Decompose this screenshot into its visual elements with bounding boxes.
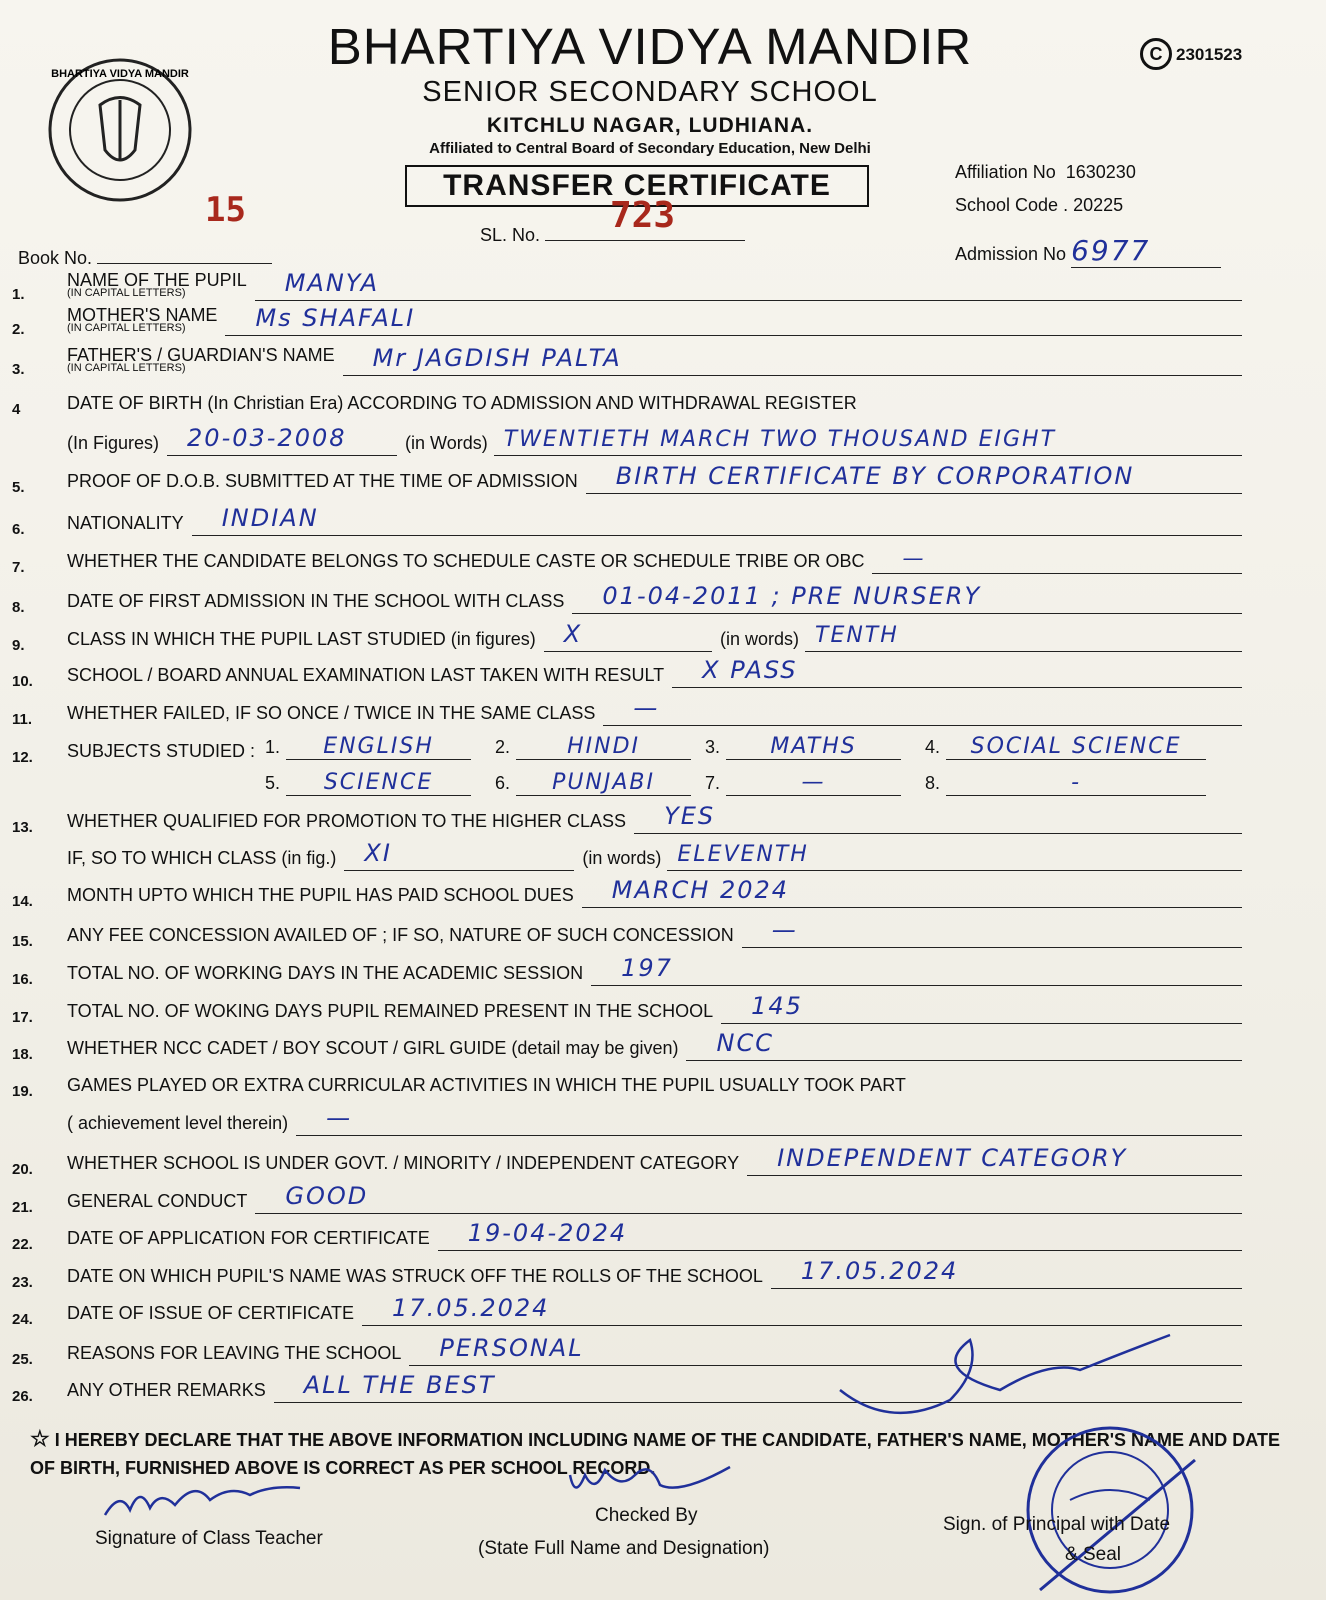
- field-number: 14.: [12, 893, 33, 910]
- subject-item: [925, 734, 1206, 760]
- field-label: NATIONALITY: [67, 513, 184, 533]
- field-number: 25.: [12, 1351, 33, 1368]
- field-label: MONTH UPTO WHICH THE PUPIL HAS PAID SCHOOL DUES: [67, 885, 574, 905]
- field-line: [192, 505, 1242, 536]
- field-label: DATE OF BIRTH (In Christian Era) ACCORDING TO ADMISSION AND WITHDRAWAL REGISTER: [67, 393, 857, 413]
- school-stamp: [1020, 1420, 1200, 1600]
- field-number: 6.: [12, 521, 25, 538]
- checked-by-label: Checked By: [595, 1505, 698, 1526]
- subject-value: SOCIAL SCIENCE: [946, 734, 1206, 760]
- field-label-2: (in Words): [405, 433, 488, 453]
- form-row: [12, 340, 1272, 380]
- field-number: 3.: [12, 361, 25, 378]
- field-value: 20-03-2008: [187, 424, 347, 452]
- subject-number: 5.: [265, 773, 281, 793]
- field-value: YES: [664, 802, 716, 830]
- form-row: [12, 1062, 1272, 1102]
- school-header: [250, 18, 1050, 158]
- field-value: ALL THE BEST: [303, 1371, 496, 1399]
- subject-value: -: [946, 770, 1206, 796]
- copyright-number: C 2301523: [1140, 38, 1242, 70]
- form-row: [12, 1025, 1272, 1065]
- field-line: [296, 1105, 1242, 1136]
- field-label: DATE OF FIRST ADMISSION IN THE SCHOOL WITH CLASS: [67, 591, 565, 611]
- affiliation-text: Affiliated to Central Board of Secondary Education, New Delhi: [429, 140, 871, 157]
- field-label-2: (in words): [720, 629, 800, 649]
- subject-number: 6.: [495, 773, 511, 793]
- subject-number: 8.: [925, 773, 941, 793]
- book-no: Book No.: [18, 248, 272, 269]
- form-row: [12, 1290, 1272, 1330]
- form-row: [12, 458, 1272, 498]
- field-label: WHETHER NCC CADET / BOY SCOUT / GIRL GUIDE (detail may be given): [67, 1038, 679, 1058]
- form-row: [12, 265, 1272, 305]
- subject-value: PUNJABI: [516, 770, 691, 796]
- document-title: TRANSFER CERTIFICATE: [405, 165, 869, 207]
- form-row: [12, 1100, 1272, 1140]
- admission-no: Admission No 6977: [955, 234, 1221, 268]
- field-number: 9.: [12, 637, 25, 654]
- field-label-2: (in words): [582, 848, 662, 868]
- form-row: [12, 380, 1272, 420]
- form-row: [12, 988, 1272, 1028]
- class-teacher-label: Signature of Class Teacher: [95, 1528, 323, 1549]
- subject-item: [705, 734, 901, 760]
- field-value: BIRTH CERTIFICATE BY CORPORATION: [615, 462, 1135, 490]
- field-number: 12.: [12, 749, 33, 766]
- field-number: 17.: [12, 1009, 33, 1026]
- field-label: FATHER'S / GUARDIAN'S NAME (IN CAPITAL LETTERS): [67, 345, 335, 374]
- field-label: GENERAL CONDUCT: [67, 1191, 248, 1211]
- field-label: CLASS IN WHICH THE PUPIL LAST STUDIED (in figures): [67, 629, 536, 649]
- field-label: DATE OF ISSUE OF CERTIFICATE: [67, 1303, 355, 1323]
- sl-no: SL. No.: [480, 225, 745, 246]
- field-line: [255, 270, 1242, 301]
- field-value: Mr JAGDISH PALTA: [372, 344, 622, 372]
- school-seal-logo: [40, 55, 200, 205]
- school-address: KITCHLU NAGAR, LUDHIANA.: [486, 114, 814, 137]
- field-label: ( achievement level therein): [67, 1113, 289, 1133]
- form-row: [12, 300, 1272, 340]
- field-number: 1.: [12, 286, 25, 303]
- subject-number: 4.: [925, 737, 941, 757]
- field-number: 26.: [12, 1388, 33, 1405]
- field-label: MOTHER'S NAME (IN CAPITAL LETTERS): [67, 305, 218, 334]
- declaration: ☆ I HEREBY DECLARE THAT THE ABOVE INFORMATION INCLUDING NAME OF THE CANDIDATE, FATHER'S NAME, MOTHER'S NAME AND DATE OF BIRTH, FURNISHED ABOVE IS CORRECT AS PER SCHOOL RECORD.: [30, 1426, 1280, 1478]
- form-row: [12, 652, 1272, 692]
- field-value: 19-04-2024: [467, 1219, 628, 1247]
- form-row: [12, 420, 1272, 460]
- school-name: BHARTIYA VIDYA MANDIR: [327, 18, 973, 75]
- field-label: ANY OTHER REMARKS: [67, 1380, 266, 1400]
- form-row: [12, 835, 1272, 875]
- field-number: 22.: [12, 1236, 33, 1253]
- field-label: ANY FEE CONCESSION AVAILED OF ; IF SO, NATURE OF SUCH CONCESSION: [67, 925, 734, 945]
- field-number: 10.: [12, 673, 33, 690]
- field-value: 01-04-2011 ; PRE NURSERY: [602, 582, 982, 610]
- form-row: [12, 872, 1272, 912]
- svg-text:BHARTIYA VIDYA MANDIR: BHARTIYA VIDYA MANDIR: [51, 68, 189, 80]
- form-row: [12, 1140, 1272, 1180]
- field-value: 197: [621, 954, 673, 982]
- field-value: INDEPENDENT CATEGORY: [777, 1144, 1128, 1172]
- field-number: 24.: [12, 1311, 33, 1328]
- field-label: WHETHER FAILED, IF SO ONCE / TWICE IN THE SAME CLASS: [67, 703, 596, 723]
- field-label: SCHOOL / BOARD ANNUAL EXAMINATION LAST TAKEN WITH RESULT: [67, 665, 665, 685]
- field-value: Ms SHAFALI: [255, 304, 416, 332]
- field-number: 19.: [12, 1083, 33, 1100]
- field-line: [742, 917, 1242, 948]
- subject-number: 2.: [495, 737, 511, 757]
- field-value: MARCH 2024: [611, 876, 790, 904]
- principal-label: Sign. of Principal with Date: [943, 1514, 1171, 1535]
- field-label: GAMES PLAYED OR EXTRA CURRICULAR ACTIVITIES IN WHICH THE PUPIL USUALLY TOOK PART: [67, 1075, 906, 1095]
- affiliation-no: Affiliation No 1630230: [955, 162, 1136, 182]
- subject-value: HINDI: [516, 734, 691, 760]
- form-row: [12, 690, 1272, 730]
- field-label: IF, SO TO WHICH CLASS (in fig.): [67, 848, 337, 868]
- field-label: REASONS FOR LEAVING THE SCHOOL: [67, 1343, 402, 1363]
- field-label: TOTAL NO. OF WORKING DAYS IN THE ACADEMIC SESSION: [67, 963, 584, 983]
- field-label: WHETHER SCHOOL IS UNDER GOVT. / MINORITY / INDEPENDENT CATEGORY: [67, 1153, 740, 1173]
- field-value: INDIAN: [221, 504, 319, 532]
- field-number: 21.: [12, 1199, 33, 1216]
- form-row: [12, 1178, 1272, 1218]
- school-code: School Code . 20225: [955, 195, 1124, 215]
- field-number: 2.: [12, 321, 25, 338]
- subject-value: SCIENCE: [286, 770, 471, 796]
- form-row: [12, 1253, 1272, 1293]
- form-row: [12, 538, 1272, 578]
- field-label: WHETHER QUALIFIED FOR PROMOTION TO THE HIGHER CLASS: [67, 811, 627, 831]
- field-line: [872, 543, 1242, 574]
- form-row: [12, 912, 1272, 952]
- field-number: 11.: [12, 711, 33, 728]
- field-value-2: TWENTIETH MARCH TWO THOUSAND EIGHT: [503, 427, 1057, 452]
- field-label: TOTAL NO. OF WOKING DAYS PUPIL REMAINED PRESENT IN THE SCHOOL: [67, 1001, 714, 1021]
- field-number: 4: [12, 401, 21, 418]
- field-value: X: [563, 620, 583, 648]
- field-value: —: [633, 694, 660, 722]
- field-value: 145: [751, 992, 803, 1020]
- field-value: —: [771, 916, 798, 944]
- field-value: XI: [364, 839, 392, 867]
- field-number: 7.: [12, 559, 25, 576]
- field-number: 23.: [12, 1274, 33, 1291]
- book-no-value: 15: [205, 190, 246, 230]
- field-value: MANYA: [284, 269, 379, 297]
- checked-by-signature: [560, 1455, 760, 1505]
- field-line: [634, 803, 1242, 834]
- subject-number: 1.: [265, 737, 281, 757]
- field-sublabel: (IN CAPITAL LETTERS): [67, 362, 186, 374]
- field-value: GOOD: [285, 1182, 369, 1210]
- field-label: DATE OF APPLICATION FOR CERTIFICATE: [67, 1228, 430, 1248]
- class-teacher-signature: [100, 1470, 320, 1530]
- subject-value: ENGLISH: [286, 734, 471, 760]
- field-value: PERSONAL: [439, 1334, 584, 1362]
- form-row: [12, 728, 1272, 795]
- form-row: [12, 950, 1272, 990]
- form-row: [12, 616, 1272, 656]
- field-value: NCC: [716, 1029, 774, 1057]
- subject-value: MATHS: [726, 734, 901, 760]
- field-label: WHETHER THE CANDIDATE BELONGS TO SCHEDULE CASTE OR SCHEDULE TRIBE OR OBC: [67, 551, 865, 571]
- field-value-2: TENTH: [815, 623, 899, 648]
- field-line: [603, 695, 1242, 726]
- field-number: 8.: [12, 599, 25, 616]
- field-label: DATE ON WHICH PUPIL'S NAME WAS STRUCK OFF THE ROLLS OF THE SCHOOL: [67, 1266, 763, 1286]
- subject-number: 3.: [705, 737, 721, 757]
- field-sublabel: (IN CAPITAL LETTERS): [67, 287, 186, 299]
- subject-number: 7.: [705, 773, 721, 793]
- subject-item: [925, 770, 1206, 796]
- subject-item: [495, 734, 691, 760]
- field-number: 18.: [12, 1046, 33, 1063]
- field-number: 5.: [12, 479, 25, 496]
- field-number: 20.: [12, 1161, 33, 1178]
- school-type: SENIOR SECONDARY SCHOOL: [422, 76, 878, 108]
- field-value: 17.05.2024: [800, 1257, 959, 1285]
- field-number: 15.: [12, 933, 33, 950]
- form-row: [12, 578, 1272, 618]
- sl-no-value: 723: [610, 195, 676, 236]
- subject-item: [265, 734, 471, 760]
- subject-item: [495, 770, 691, 796]
- field-label: NAME OF THE PUPIL (IN CAPITAL LETTERS): [67, 270, 247, 299]
- checked-by-sub: (State Full Name and Designation): [478, 1538, 770, 1559]
- field-sublabel: (IN CAPITAL LETTERS): [67, 322, 186, 334]
- field-label: (In Figures): [67, 433, 160, 453]
- form-row: [12, 500, 1272, 540]
- field-value: 17.05.2024: [392, 1294, 550, 1322]
- subject-item: [265, 770, 471, 796]
- field-line: [591, 955, 1242, 986]
- subject-item: [705, 770, 901, 796]
- subject-value: —: [726, 770, 901, 796]
- form-row: [12, 798, 1272, 838]
- field-number: 13.: [12, 819, 33, 836]
- field-line: [255, 1183, 1242, 1214]
- principal-sub: & Seal: [1065, 1544, 1121, 1565]
- field-label: SUBJECTS STUDIED :: [67, 741, 256, 761]
- field-value-2: ELEVENTH: [677, 842, 809, 867]
- field-number: 16.: [12, 971, 33, 988]
- field-value: —: [326, 1104, 353, 1132]
- field-value: —: [902, 546, 926, 570]
- field-label: PROOF OF D.O.B. SUBMITTED AT THE TIME OF ADMISSION: [67, 471, 578, 491]
- form-row: [12, 1215, 1272, 1255]
- field-value: X PASS: [702, 656, 798, 684]
